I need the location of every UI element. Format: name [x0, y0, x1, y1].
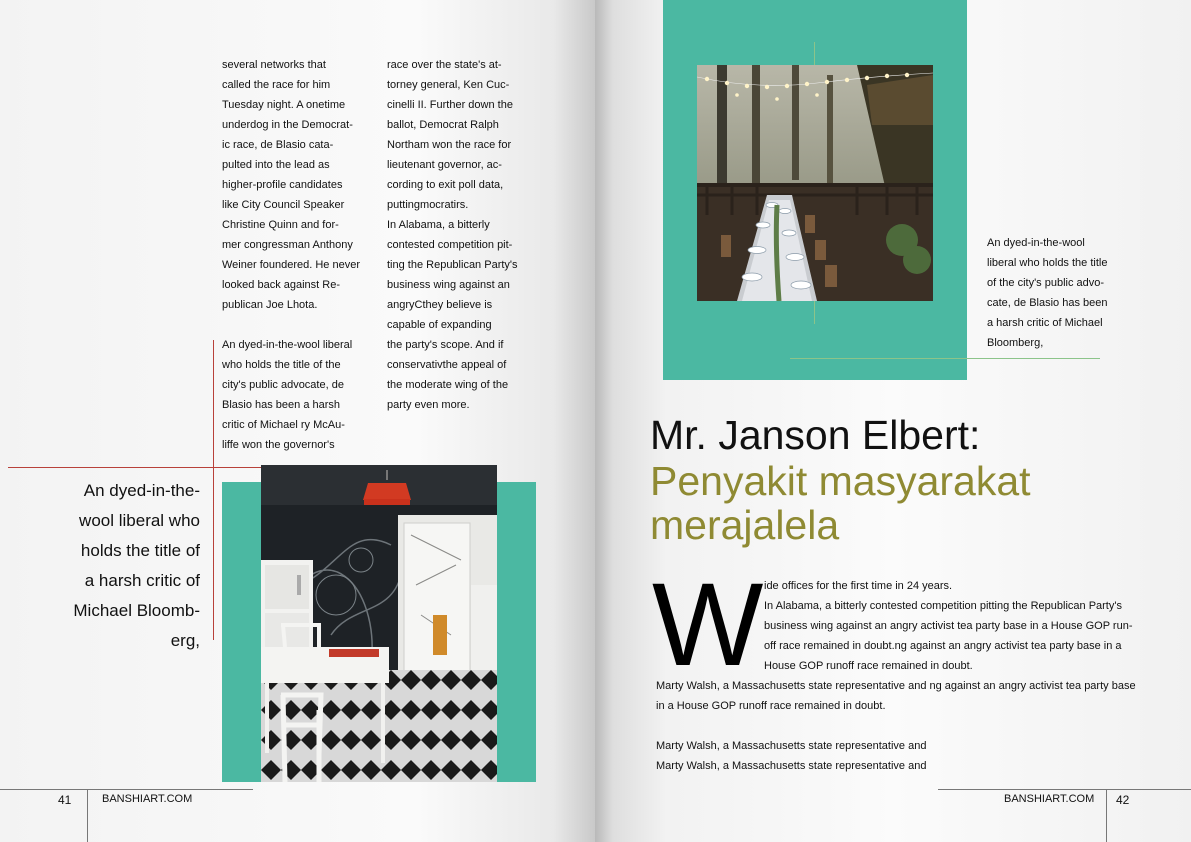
left-column-2-text: race over the state's at- torney general, Ken Cuc- cinelli II. Further down the ballot, Democrat Ralph Northam won the race for lieutenant governor, ac- cording to exit poll data, puttingmocratirs. In Alabama, a bitterly contested competition pit- ting the Republican Party's business wing against an angryCthey believe is capable of expanding the party's scope. And if conservativthe appeal of the moderate wing of the party even more.: [387, 59, 518, 411]
footer-divider-right: [1106, 790, 1107, 842]
article-title-line-1: Mr. Janson Elbert:: [650, 412, 981, 458]
page-number-left: 41: [58, 793, 72, 807]
article-title-line-2: Penyakit masyarakat merajalela: [650, 458, 1031, 548]
intro-paragraph: ide offices for the first time in 24 years. In Alabama, a bitterly contested competition pitting the Republican Party's business wing against an angry activist tea party base in a House GOP run- off race remained in doubt.ng against an angry activist tea party base in a House GOP runoff race remained in doubt.: [764, 580, 1133, 672]
footer-divider-left: [87, 790, 88, 842]
photo-caption: An dyed-in-the-wool liberal who holds the title of the city's public advo- cate, de Blasio has been a harsh critic of Michael Bloomberg,: [987, 237, 1108, 349]
left-column-1: [222, 55, 377, 455]
green-horizontal-rule: [790, 358, 1100, 359]
red-vertical-rule: [213, 340, 214, 640]
kitchen-photo: [261, 465, 497, 782]
site-name-left: BANSHIART.COM: [102, 793, 193, 805]
paragraph-3: Marty Walsh, a Massachusetts state representative and Marty Walsh, a Massachusetts state representative and: [656, 740, 927, 772]
left-page: [0, 0, 595, 842]
right-page: [595, 0, 1191, 842]
kitchen-photo-illustration: [261, 465, 497, 782]
page-number-right: 42: [1116, 793, 1130, 807]
footer-rule-right: [938, 789, 1191, 790]
left-column-1-paragraph-2: An dyed-in-the-wool liberal who holds the title of the city's public advocate, de Blasio has been a harsh critic of Michael ry McAu- liffe won the governor's: [222, 339, 353, 451]
forest-dining-terrace-illustration: [697, 65, 933, 301]
footer-rule-left: [0, 789, 253, 790]
red-horizontal-rule: [8, 467, 263, 468]
pull-quote: An dyed-in-the- wool liberal who holds the title of a harsh critic of Michael Bloomb- erg,: [73, 481, 200, 650]
left-column-2: [387, 55, 547, 415]
forest-dining-terrace-photo: [697, 65, 933, 301]
left-column-1-paragraph-1: several networks that called the race for him Tuesday night. A onetime underdog in the Democrat- ic race, de Blasio cata- pulted into the lead as higher-profile candidates like City Council Speaker Christine Quinn and for- mer congressman Anthony Weiner foundered. He never looked back against Re- publican Joe Lhota.: [222, 59, 360, 311]
paragraph-2: Marty Walsh, a Massachusetts state representative and ng against an angry activist tea party base in a House GOP runoff race remained in doubt.: [656, 680, 1136, 712]
site-name-right: BANSHIART.COM: [1004, 793, 1095, 805]
drop-cap: W: [652, 559, 764, 691]
